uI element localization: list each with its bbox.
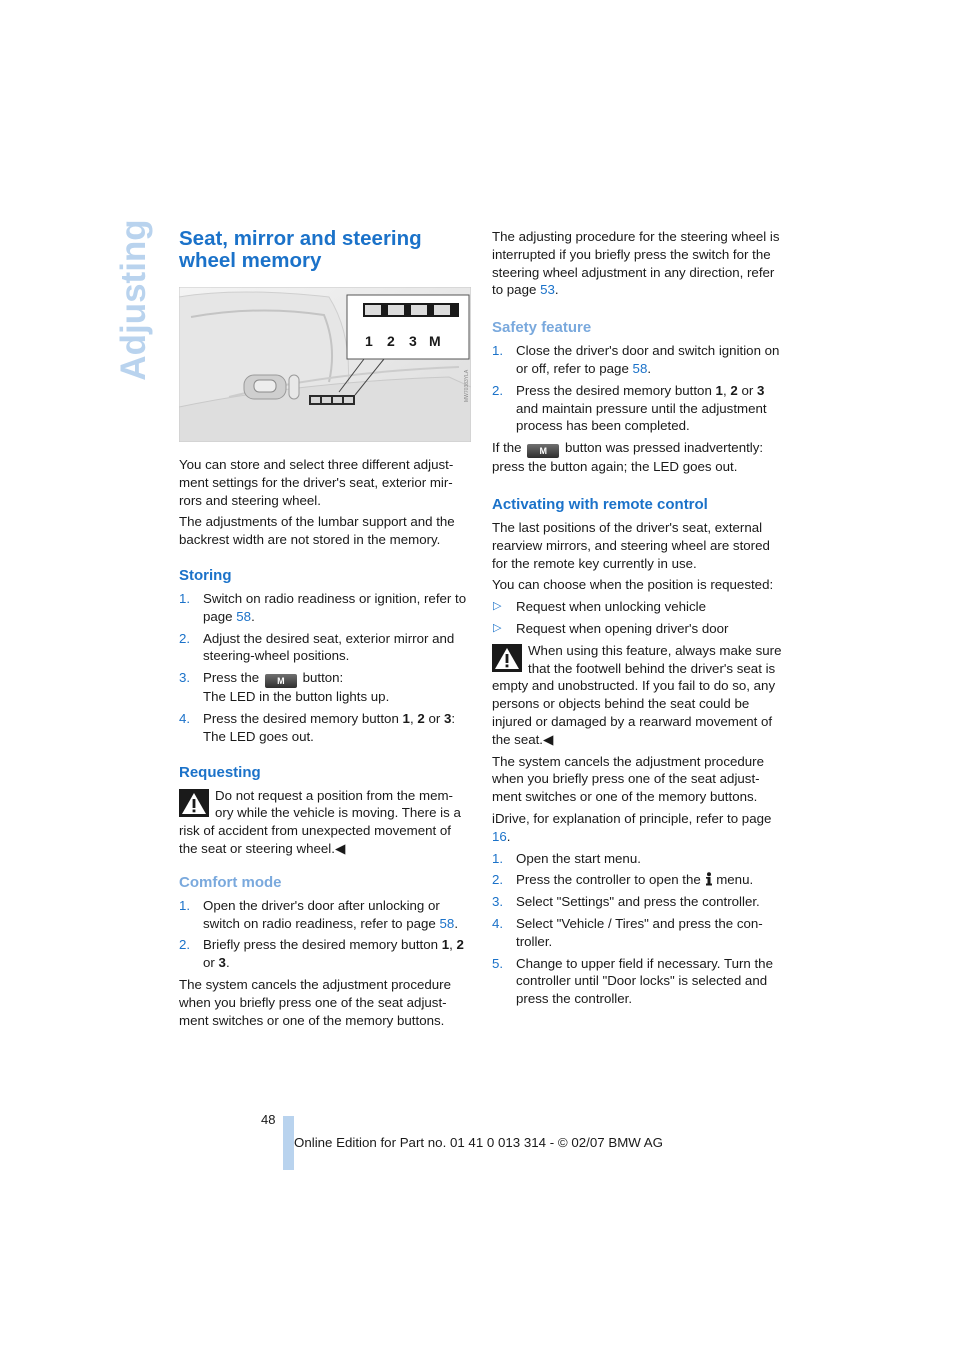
bullet-triangle-icon: ▷ [493, 600, 502, 613]
intro-paragraph-2: The adjustments of the lumbar support and the backrest width are not stored in the memory. [179, 514, 455, 548]
step-number: 2. [179, 630, 191, 646]
page-link[interactable]: 58 [632, 360, 648, 376]
sep: , [722, 382, 731, 398]
safety-steps [492, 342, 784, 435]
sep: , [449, 937, 457, 953]
step-number: 4. [492, 915, 504, 931]
footer-edition-text: Online Edition for Part no. 01 41 0 013 314 - © 02/07 BMW AG [294, 1135, 664, 1150]
steering-note [492, 228, 784, 299]
m-button-icon: M [265, 674, 297, 688]
step-text: Adjust the desired seat, exterior mirror and steering-wheel positions. [203, 630, 455, 664]
remote-paragraph-2: You can choose when the position is requested: [492, 577, 774, 593]
side-tab [112, 219, 156, 381]
memory-button-2: 2 [730, 382, 738, 398]
option-door [492, 620, 784, 638]
safety-feature-heading: Safety feature [492, 319, 592, 337]
seat-illustration [179, 287, 471, 442]
figure-code: MW70383YLA [464, 369, 470, 402]
memory-button-3: 3 [443, 710, 452, 726]
page-link[interactable]: 16 [492, 828, 507, 844]
step-text: Change to upper field if necessary. Turn the controller until "Door locks" is selected and press the controller. [516, 955, 773, 1007]
step-number: 1. [179, 897, 191, 913]
step-number: 2. [492, 872, 504, 888]
memory-button-3: 3 [218, 955, 226, 971]
right-column [492, 228, 784, 1012]
sep: or [203, 955, 219, 971]
comfort-mode-heading: Comfort mode [179, 873, 282, 891]
step-text-post: menu. [716, 872, 754, 888]
button-label-m: M [429, 333, 441, 349]
punct: . [225, 955, 230, 971]
remote-paragraph-3: The system cancels the adjustment procedure when you briefly press one of the seat adjust-ment switches or one of the memory buttons. [492, 753, 764, 805]
m-button-icon: M [527, 444, 559, 458]
step-number: 5. [492, 955, 504, 971]
step-text: Open the driver's door after unlocking or switch on radio readiness, refer to page [203, 897, 440, 931]
step-number: 3. [492, 894, 504, 910]
step-number: 2. [179, 937, 191, 953]
step-number: 1. [492, 850, 504, 866]
end-mark: ◀ [334, 840, 346, 856]
step-text-post: button: [302, 670, 344, 686]
sep: , [409, 710, 418, 726]
comfort-steps [179, 897, 471, 972]
step-text: Press the [203, 670, 260, 686]
step-number: 4. [179, 710, 191, 726]
step-number: 1. [179, 590, 191, 606]
inadvertent-note [492, 439, 784, 476]
footer-accent-bar [283, 1116, 294, 1170]
step-text: Select "Vehicle / Tires" and press the con-troller. [516, 915, 763, 949]
note-text-post: button was pressed inadvertently: press the button again; the LED goes out. [492, 440, 764, 475]
warning-text: When using this feature, always make sure that the footwell behind the driver's seat is empty and unobstructed. If you fail to do so, any persons or objects behind the seat could be injured or damaged by a rearward movement of the seat. [492, 642, 782, 747]
idrive-note [492, 810, 784, 846]
idrive-step-5 [492, 955, 784, 1008]
button-label-1: 1 [365, 333, 373, 349]
requesting-heading: Requesting [179, 763, 261, 781]
step-text: Select "Settings" and press the controller. [516, 894, 760, 910]
remote-options [492, 598, 784, 638]
seat-memory-figure [179, 287, 471, 442]
step-text-post: and maintain pressure until the adjustment process has been completed. [516, 400, 767, 434]
note-text: If the [492, 440, 522, 456]
remote-control-heading: Activating with remote control [492, 495, 708, 513]
warning-text: Do not request a position from the mem-ory while the vehicle is moving. There is a risk of accident from unexpected movement of the seat or steering wheel. [179, 787, 461, 856]
intro-paragraph-1: You can store and select three different adjust-ment settings for the driver's seat, exterior mir-rors and steering wheel. [179, 457, 454, 508]
storing-step-3 [179, 669, 471, 706]
punct: . [554, 282, 559, 298]
safety-step-1 [492, 342, 784, 378]
punct: . [647, 360, 652, 376]
step-text: Open the start menu. [516, 850, 641, 866]
storing-step-2 [179, 630, 471, 666]
note-text: iDrive, for explanation of principle, refer to page [492, 810, 772, 826]
step-text: Switch on radio readiness or ignition, refer to page [203, 590, 467, 624]
punct: . [454, 915, 459, 931]
memory-button-1: 1 [402, 710, 410, 726]
safety-step-2 [492, 382, 784, 435]
punct: . [506, 828, 511, 844]
step-number: 1. [492, 343, 504, 359]
storing-step-4 [179, 710, 471, 746]
punct: . [251, 608, 255, 624]
page-title: Seat, mirror and steering wheel memory [179, 227, 422, 272]
comfort-step-1 [179, 897, 471, 933]
page-number: 48 [261, 1112, 276, 1127]
punct: : [451, 710, 456, 726]
step-text: Close the driver's door and switch ignition on or off, refer to page [516, 343, 780, 376]
page-link[interactable]: 58 [439, 915, 455, 931]
step-number: 2. [492, 382, 504, 398]
memory-button-2: 2 [417, 710, 425, 726]
warning-icon [492, 644, 522, 672]
remote-paragraph-1: The last positions of the driver's seat, external rearview mirrors, and steering wheel are stored for the remote key currently in use. [492, 519, 770, 571]
option-text: Request when unlocking vehicle [516, 599, 706, 615]
info-menu-icon [705, 872, 713, 886]
step-result: The LED goes out. [203, 728, 314, 744]
step-text: Press the desired memory button [203, 710, 403, 726]
sep: or [737, 382, 757, 398]
step-text: Press the desired memory button [516, 382, 716, 398]
memory-button-1: 1 [715, 382, 723, 398]
sep: or [424, 710, 444, 726]
note-text: The adjusting procedure for the steering wheel is interrupted if you briefly press the switch for the steering wheel adjustment in any direction, refer to page [492, 229, 780, 298]
idrive-step-2 [492, 871, 784, 889]
comfort-note: The system cancels the adjustment procedure when you briefly press one of the seat adjust-ment switches or one of the memory buttons. [179, 976, 451, 1028]
option-unlocking [492, 598, 784, 616]
idrive-step-1 [492, 850, 784, 868]
page-link[interactable]: 53 [540, 282, 555, 298]
memory-button-3: 3 [756, 382, 765, 398]
storing-heading: Storing [179, 566, 232, 584]
left-column [179, 228, 471, 1033]
remote-warning [492, 642, 784, 749]
end-mark: ◀ [543, 731, 554, 747]
idrive-step-3 [492, 893, 784, 911]
option-text: Request when opening driver's door [516, 620, 729, 636]
step-result: The LED in the button lights up. [203, 689, 390, 705]
page-link[interactable]: 58 [236, 608, 252, 624]
storing-step-1 [179, 590, 471, 626]
bullet-triangle-icon: ▷ [493, 621, 502, 634]
idrive-step-4 [492, 915, 784, 951]
step-text: Press the controller to open the [516, 872, 701, 888]
step-number: 3. [179, 670, 191, 686]
idrive-steps [492, 850, 784, 1008]
warning-icon [179, 789, 209, 817]
storing-steps [179, 590, 471, 746]
side-tab-label: Adjusting [114, 219, 153, 381]
button-label-2: 2 [387, 333, 395, 349]
memory-button-2: 2 [456, 937, 464, 953]
step-text: Briefly press the desired memory button [203, 937, 442, 953]
requesting-warning [179, 787, 471, 858]
button-label-3: 3 [409, 333, 417, 349]
comfort-step-2 [179, 936, 471, 972]
memory-button-1: 1 [441, 937, 450, 953]
